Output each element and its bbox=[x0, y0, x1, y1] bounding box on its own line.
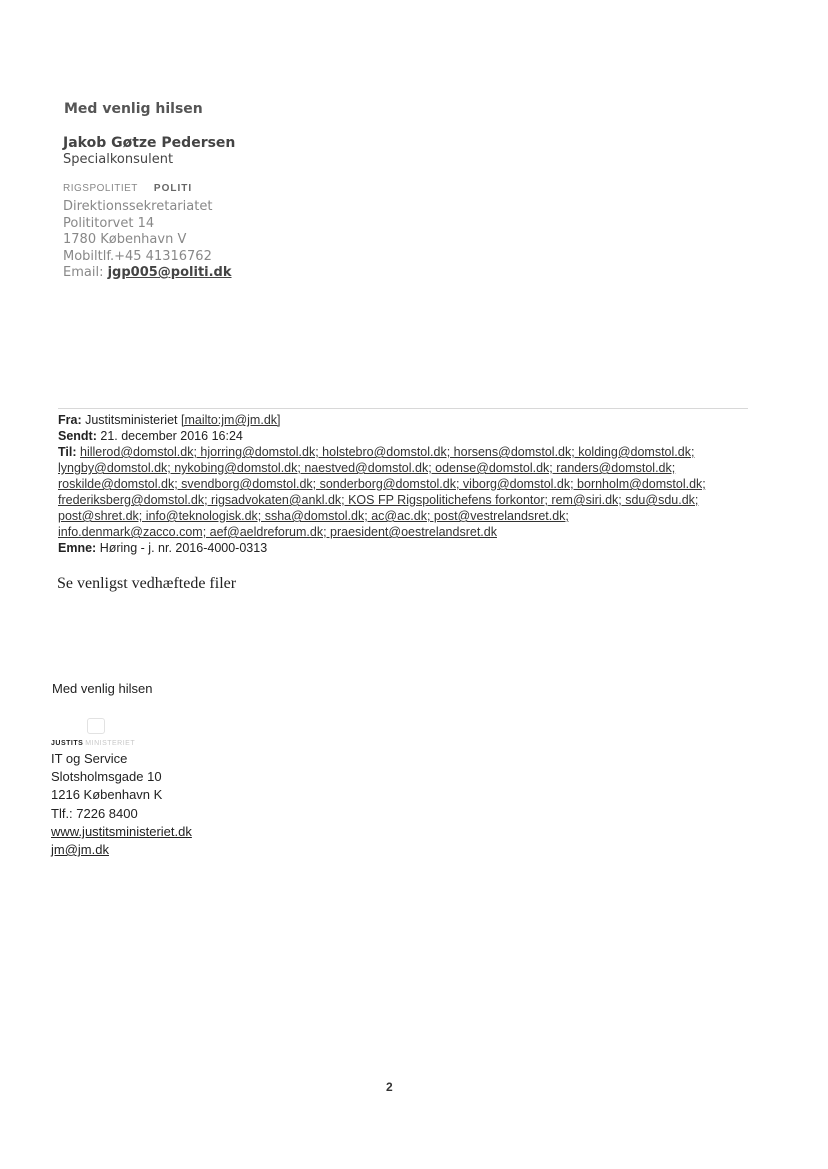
ministry-email-link[interactable]: jm@jm.dk bbox=[51, 842, 109, 857]
mobile-phone: Mobiltlf.+45 41316762 bbox=[63, 249, 212, 264]
email-body: Se venligst vedhæftede filer bbox=[57, 575, 237, 592]
from-row bbox=[58, 413, 281, 427]
from-value: Justitsministeriet bbox=[85, 413, 178, 427]
recipients-line-5[interactable]: post@shret.dk; info@teknologisk.dk; ssha@domstol.dk; ac@ac.dk; post@vestrelandsret.dk; bbox=[58, 509, 569, 523]
sender-name: Jakob Gøtze Pedersen bbox=[63, 135, 236, 151]
to-label: Til: bbox=[58, 445, 77, 459]
recipients-row-3 bbox=[58, 477, 706, 491]
recipients-line-3[interactable]: roskilde@domstol.dk; svendborg@domstol.dk; sonderborg@domstol.dk; viborg@domstol.dk; bornholm@domstol.dk; bbox=[58, 477, 706, 491]
recipients-line-6[interactable]: info.denmark@zacco.com; aef@aeldreforum.dk; praesident@oestrelandsret.dk bbox=[58, 525, 497, 539]
email-row bbox=[63, 265, 232, 280]
ministry-city: 1216 København K bbox=[51, 787, 163, 802]
city-address: 1780 København V bbox=[63, 232, 187, 247]
subject-row bbox=[58, 541, 267, 555]
signature-greeting: Med venlig hilsen bbox=[64, 101, 203, 117]
subject-value: Høring - j. nr. 2016-4000-0313 bbox=[99, 541, 268, 555]
ministry-logo-bold: JUSTITS bbox=[51, 740, 84, 747]
street-address: Polititorvet 14 bbox=[63, 216, 155, 231]
sent-row bbox=[58, 429, 243, 443]
sender-title: Specialkonsulent bbox=[63, 152, 174, 167]
to-row bbox=[58, 445, 694, 459]
sender-email-link[interactable]: jgp005@politi.dk bbox=[107, 265, 232, 280]
ministry-logo bbox=[51, 740, 135, 747]
org-row bbox=[63, 183, 192, 194]
recipients-row-4 bbox=[58, 493, 698, 507]
page-number: 2 bbox=[386, 1080, 393, 1094]
recipients-line-4[interactable]: frederiksberg@domstol.dk; rigsadvokaten@ankl.dk; KOS FP Rigspolitichefens forkontor; rem@siri.dk; sdu@sdu.dk; bbox=[58, 493, 699, 507]
recipients-line-1[interactable]: hillerod@domstol.dk; hjorring@domstol.dk; holstebro@domstol.dk; horsens@domstol.dk; kolding@domstol.dk; bbox=[80, 445, 695, 459]
org-name: RIGSPOLITIET bbox=[63, 183, 138, 194]
sent-label: Sendt: bbox=[58, 429, 97, 443]
crest-icon bbox=[87, 718, 105, 734]
department: Direktionssekretariatet bbox=[63, 199, 213, 214]
politi-logo: POLITI bbox=[153, 183, 193, 194]
recipients-row-2 bbox=[58, 461, 675, 475]
subject-label: Emne: bbox=[58, 541, 97, 555]
recipients-line-2[interactable]: lyngby@domstol.dk; nykobing@domstol.dk; naestved@domstol.dk; odense@domstol.dk; randers@domstol.dk; bbox=[58, 461, 676, 475]
email-label: Email: bbox=[63, 265, 104, 280]
ministry-logo-light: MINISTERIET bbox=[85, 740, 136, 747]
recipients-row-6 bbox=[58, 525, 497, 539]
ministry-greeting: Med venlig hilsen bbox=[52, 681, 153, 696]
ministry-unit: IT og Service bbox=[51, 751, 128, 766]
from-mailto-link[interactable]: [mailto:jm@jm.dk] bbox=[180, 413, 281, 427]
sent-value: 21. december 2016 16:24 bbox=[100, 429, 243, 443]
ministry-phone: Tlf.: 7226 8400 bbox=[51, 806, 138, 821]
ministry-website-link[interactable]: www.justitsministeriet.dk bbox=[51, 824, 192, 839]
from-label: Fra: bbox=[58, 413, 82, 427]
header-divider bbox=[58, 408, 748, 409]
recipients-row-5 bbox=[58, 509, 569, 523]
ministry-street: Slotsholmsgade 10 bbox=[51, 769, 162, 784]
